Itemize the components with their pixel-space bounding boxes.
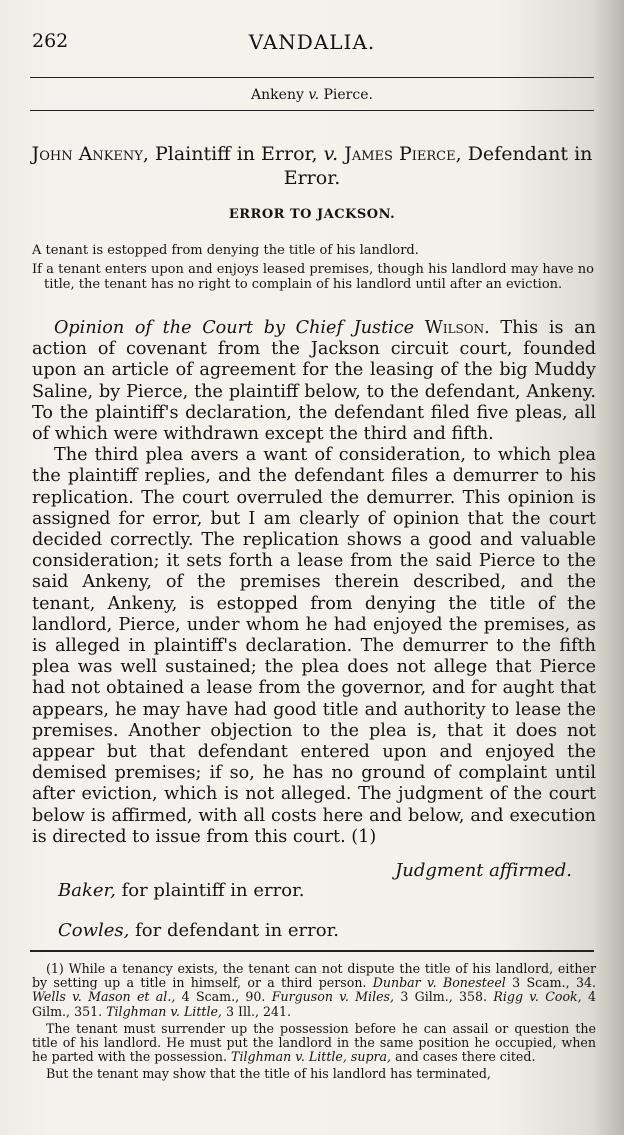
opinion-paragraph-2: The third plea avers a want of consideration, to which plea the plaintiff replies, and the defendant files a demurrer to his replication. The court overruled the demurrer. This opinion is assigned for error, but I am clearly of opinion that the court decided correctly. The replication shows a good and valuable consideration; it sets forth a lease from the said Pierce to the said Ankeny, of the premises therein described, and the tenant, Ankeny, is estopped from denying the title of the landlord, Pierce, under whom he had enjoyed the premises, as is alleged in plaintiff's declaration. The demurrer to the fifth plea was well sustained; the plea does not allege that Pierce had not obtained a lease from the governor, and for aught that appears, he may have had good title and authority to lease the premises. Another objection to the plea is, that it does not appear but that defendant entered upon and enjoyed the demised premises; if so, he has no ground of complaint until after eviction, which is not alleged. The judgment of the court below is affirmed, with all costs here and below, and execution is directed to issue from this court. (1) [32,445,596,847]
fn1-text-c: 4 Scam., 90. [181,989,266,1005]
header-rule [30,77,594,78]
opinion-text [32,318,596,848]
fn1-cite-3: Furguson v. Miles, [271,989,395,1005]
fn2-cite: Tilghman v. Little, supra, [231,1049,392,1065]
plaintiff-role: Plaintiff in Error, [154,143,318,165]
fn1-text-b: 3 Scam., 34. [512,975,596,991]
judgment-line: Judgment affirmed. [395,860,572,881]
fn1-text-f: 3 Ill., 241. [225,1003,292,1019]
counsel-plaintiff-name: Baker, [58,880,116,901]
counsel-defendant-role: for defendant in error. [135,920,339,941]
counsel-defendant-name: Cowles, [58,920,130,941]
counsel-defendant [58,920,339,941]
case-short-party-a: Ankeny [251,87,304,103]
footnote-3: But the tenant may show that the title of his landlord has terminated, [46,1066,491,1082]
footnote-1 [32,962,596,1019]
case-short-title [0,87,624,103]
footnote-rule [30,950,594,952]
case-short-versus: v. [308,87,320,103]
opinion-lead: Opinion of the Court by Chief Justice [54,318,415,338]
defendant-name: James Pierce, [344,143,462,165]
fn2-text-b: and cases there cited. [395,1049,536,1065]
opinion-paragraph-1 [32,318,596,445]
headnote-2: If a tenant enters upon and enjoys leased premises, though his landlord may have no title, the tenant has no right to complain of his landlord until after an eviction. [32,262,594,292]
page-header [30,30,594,60]
defendant-role: Defendant in Error. [283,143,593,189]
fn1-cite-2: Wells v. Mason et al., [32,989,176,1005]
subheader-rule [30,110,594,111]
case-versus: v. [323,143,339,165]
page-number: 262 [32,30,69,52]
fn2-text-a: The tenant must surrender up the possession before he can assail or question the title of his landlord. He must put the landlord in the same position he occupied, when he parted with the possession. [32,1020,596,1065]
footnote-2 [32,1022,596,1065]
running-title: VANDALIA. [248,30,376,54]
fn1-text-a: (1) While a tenancy exists, the tenant can not dispute the title of his landlord, either by setting up a title in himself, or a third person. [32,961,596,991]
case-short-party-b: Pierce. [323,87,373,103]
fn1-cite-4: Rigg v. Cook, [493,989,582,1005]
fn1-cite-5: Tilghman v. Little, [106,1003,222,1019]
headnote-1: A tenant is estopped from denying the title of his landlord. [32,243,419,258]
fn1-cite-1: Dunbar v. Bonesteel [372,975,506,991]
error-to-heading: ERROR TO JACKSON. [228,207,396,222]
fn1-text-e: 4 Gilm., 351. [32,989,596,1019]
fn1-text-d: 3 Gilm., 358. [400,989,488,1005]
counsel-plaintiff [58,880,304,901]
plaintiff-name: John Ankeny, [31,143,149,165]
case-title [30,142,594,190]
opinion-judge: Wilson. [424,318,490,338]
opinion-para1-text: This is an action of covenant from the Jackson circuit court, founded upon an article of agreement for the leasing of the big Muddy Saline, by Pierce, the plaintiff below, to the defendant, Ankeny. To the plaintiff's declaration, the defendant filed five pleas, all of which were withdrawn except the third and fifth. [32,318,597,445]
footnotes [32,962,596,1082]
counsel-plaintiff-role: for plaintiff in error. [121,880,305,901]
